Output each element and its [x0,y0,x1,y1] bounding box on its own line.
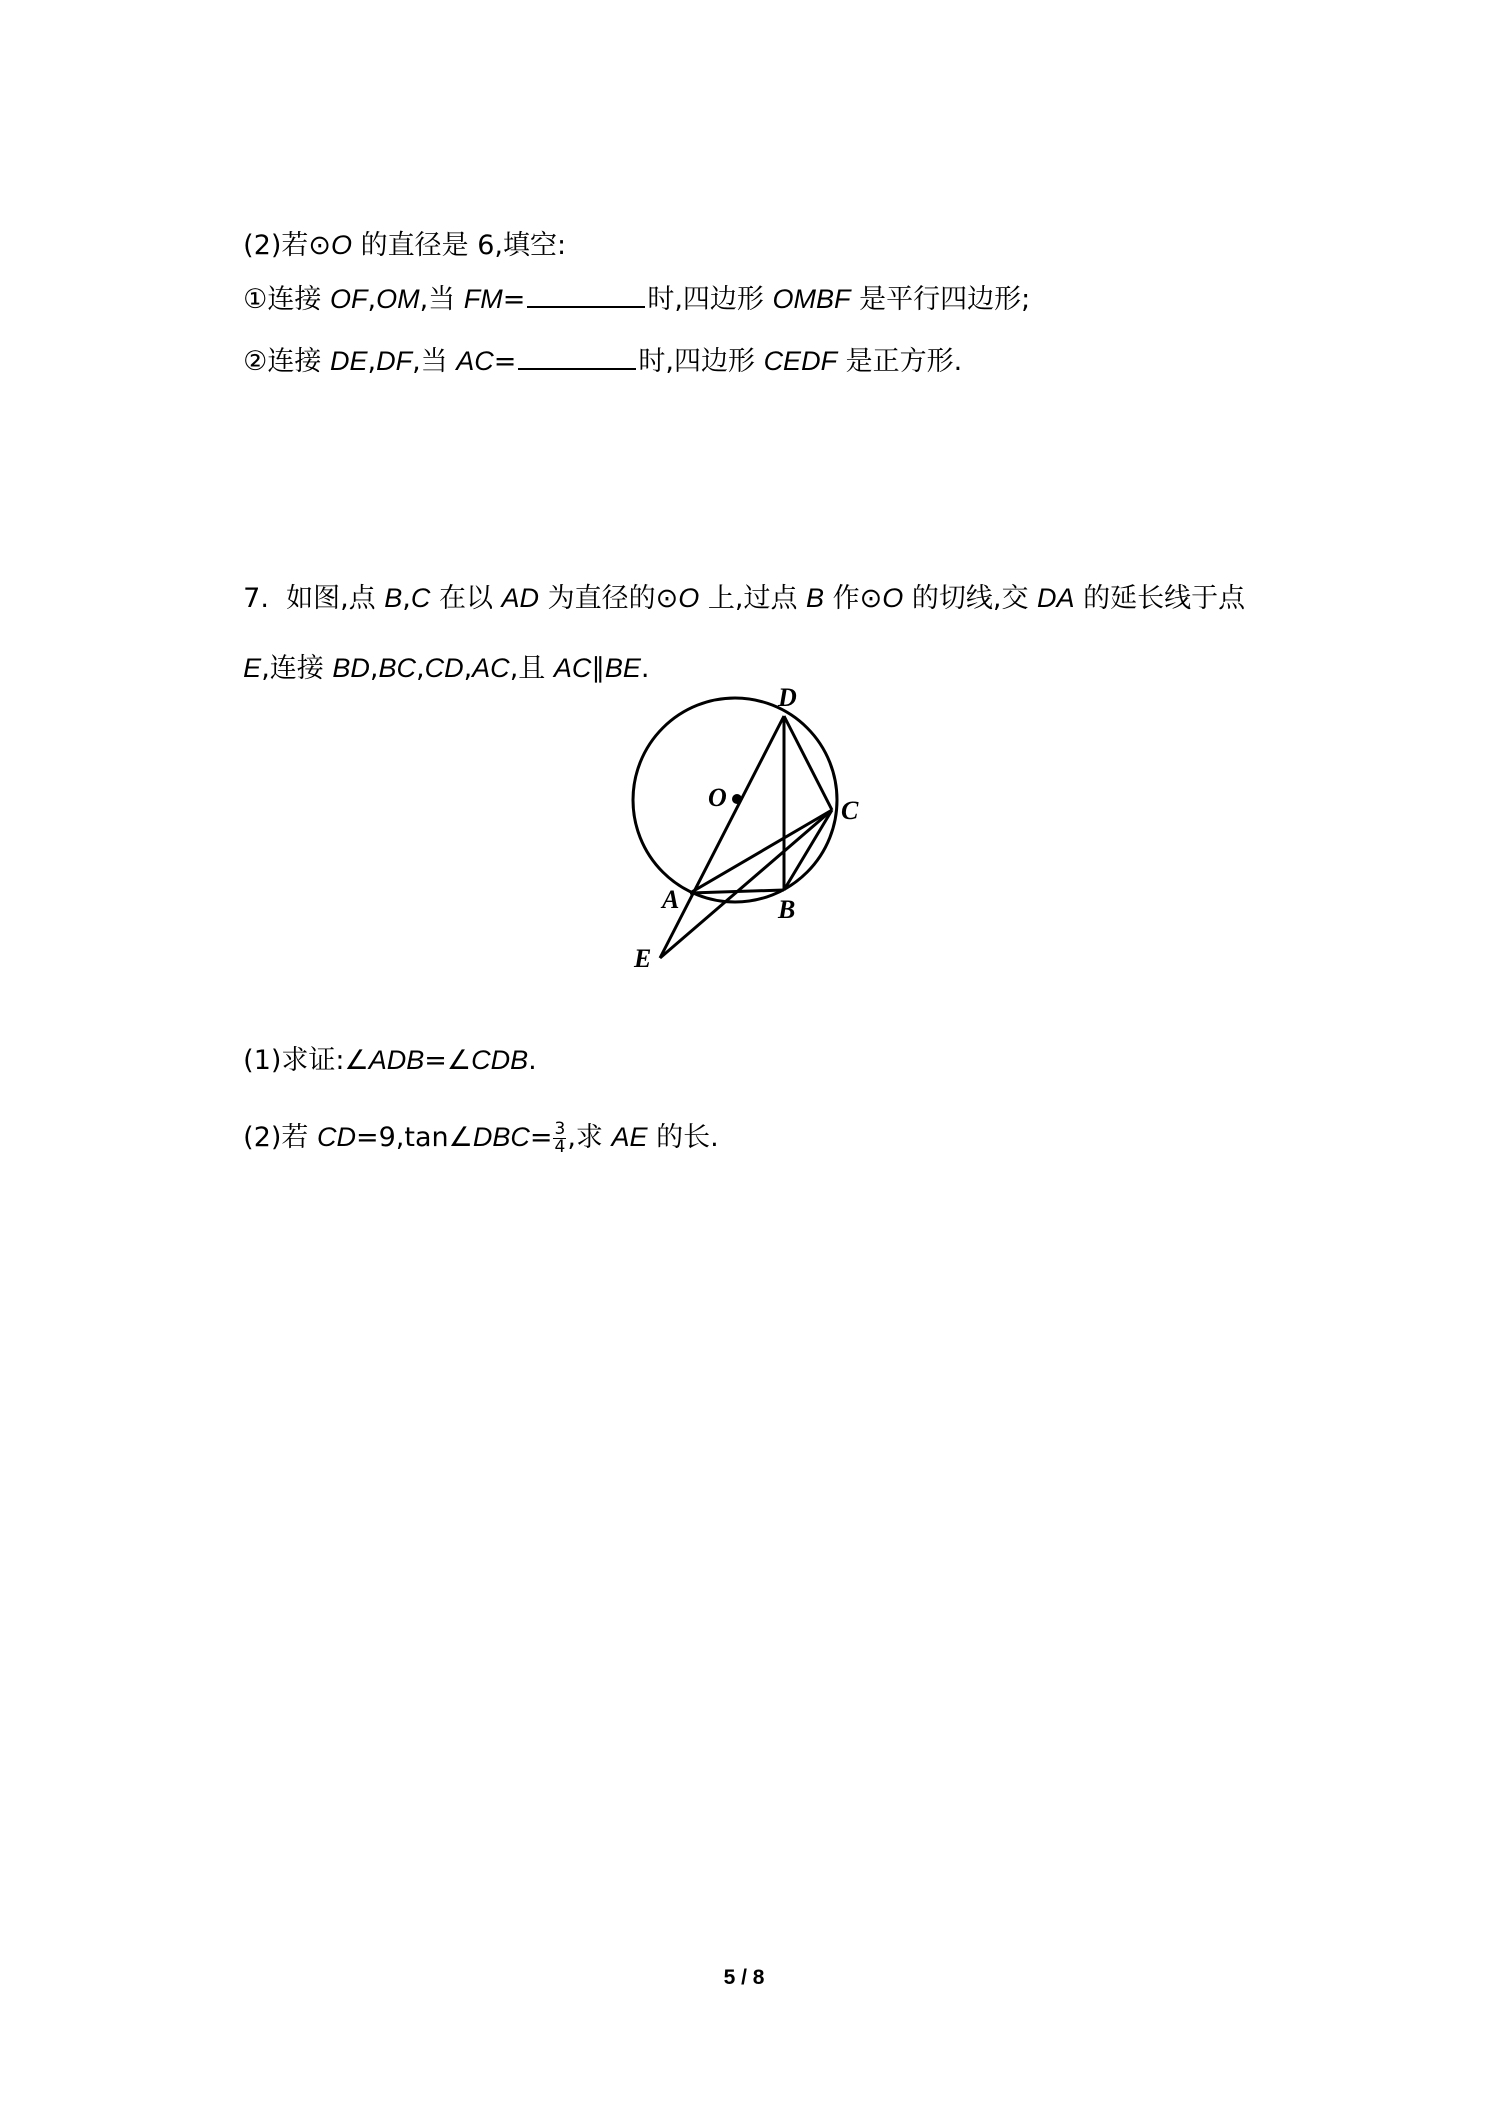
text: 为直径的⊙ [539,583,679,614]
q7-line1 [226,547,1245,616]
text: ,且 [509,653,554,684]
text: DF [376,346,413,376]
text: 的直径是 6,填空: [352,230,567,261]
text: , [367,346,377,377]
text: 的延长线于点 [1074,583,1246,614]
text: 是正方形. [837,346,963,377]
answer-blank-fm[interactable] [527,284,645,308]
label-a: A [662,885,680,914]
segment-ac [690,810,832,893]
text: AC [472,653,510,683]
answer-blank-ac[interactable] [518,346,636,370]
part2-line2 [226,248,1030,317]
text: OF [329,284,368,314]
text: ,当 [412,346,457,377]
text: B [384,583,403,613]
text: (2)若⊙ [243,230,332,261]
text: AC [553,653,592,683]
text: (2)若 [243,1122,317,1153]
text: . [528,1045,537,1076]
text: B [806,583,825,613]
text: , [369,653,379,684]
text: E [243,653,262,683]
text: AC [456,346,494,376]
text: 时,四边形 [638,346,764,377]
text: O [678,583,700,613]
text: AE [611,1122,648,1152]
text: DBC [472,1122,530,1152]
fraction-numerator: 3 [554,1119,566,1139]
text: , [402,583,411,614]
text: DE [329,346,368,376]
segment-ab [690,890,784,893]
text: C [410,583,431,613]
text: OMBF [772,284,851,314]
text: , [415,653,425,684]
fraction [553,1121,566,1156]
text: ,求 [567,1122,612,1153]
text: BC [378,653,416,683]
text: CDB [471,1045,529,1075]
q7-sub1 [226,1009,537,1078]
text: 在以 [430,583,502,614]
text: =∠ [424,1045,472,1076]
text: ①连接 [243,284,330,315]
text: ,当 [419,284,464,315]
label-o: O [708,783,727,812]
text: FM [463,284,503,314]
text: , [367,284,377,315]
text: OM [376,284,420,314]
q7-line2 [226,617,650,686]
text: ②连接 [243,346,330,377]
text: (1)求证:∠ [243,1045,369,1076]
text: 时,四边形 [647,284,773,315]
text: ADB [368,1045,425,1075]
segment-eb [660,810,832,958]
text: = [502,284,526,315]
q7-sub2 [226,1086,719,1156]
text: 的长. [647,1122,719,1153]
text: 7. 如图,点 [243,583,385,614]
text: . [640,653,650,684]
text: ∥ [591,653,605,684]
label-b: B [778,895,796,924]
label-e: E [634,944,652,973]
text: , [463,653,473,684]
text: 是平行四边形; [850,284,1031,315]
text: O [331,230,353,260]
text: CEDF [763,346,838,376]
text: O [882,583,904,613]
text: 作⊙ [824,583,883,614]
page-number: 5 / 8 [723,1966,765,1989]
text: BE [604,653,641,683]
text: 的切线,交 [903,583,1038,614]
text: BD [332,653,370,683]
text: = [529,1122,553,1153]
text: ,连接 [261,653,333,684]
label-c: C [841,796,859,825]
segment-ed [660,716,784,958]
label-d: D [778,683,797,712]
part2-line3 [226,310,962,379]
geometry-figure [615,670,895,980]
text: AD [501,583,540,613]
fraction-denominator: 4 [554,1137,566,1157]
text: CD [424,653,464,683]
text: 上,过点 [699,583,807,614]
text: = [493,346,517,377]
text: DA [1037,583,1075,613]
text: CD [317,1122,356,1152]
text: =9,tan∠ [356,1122,473,1153]
center-point [732,794,742,804]
